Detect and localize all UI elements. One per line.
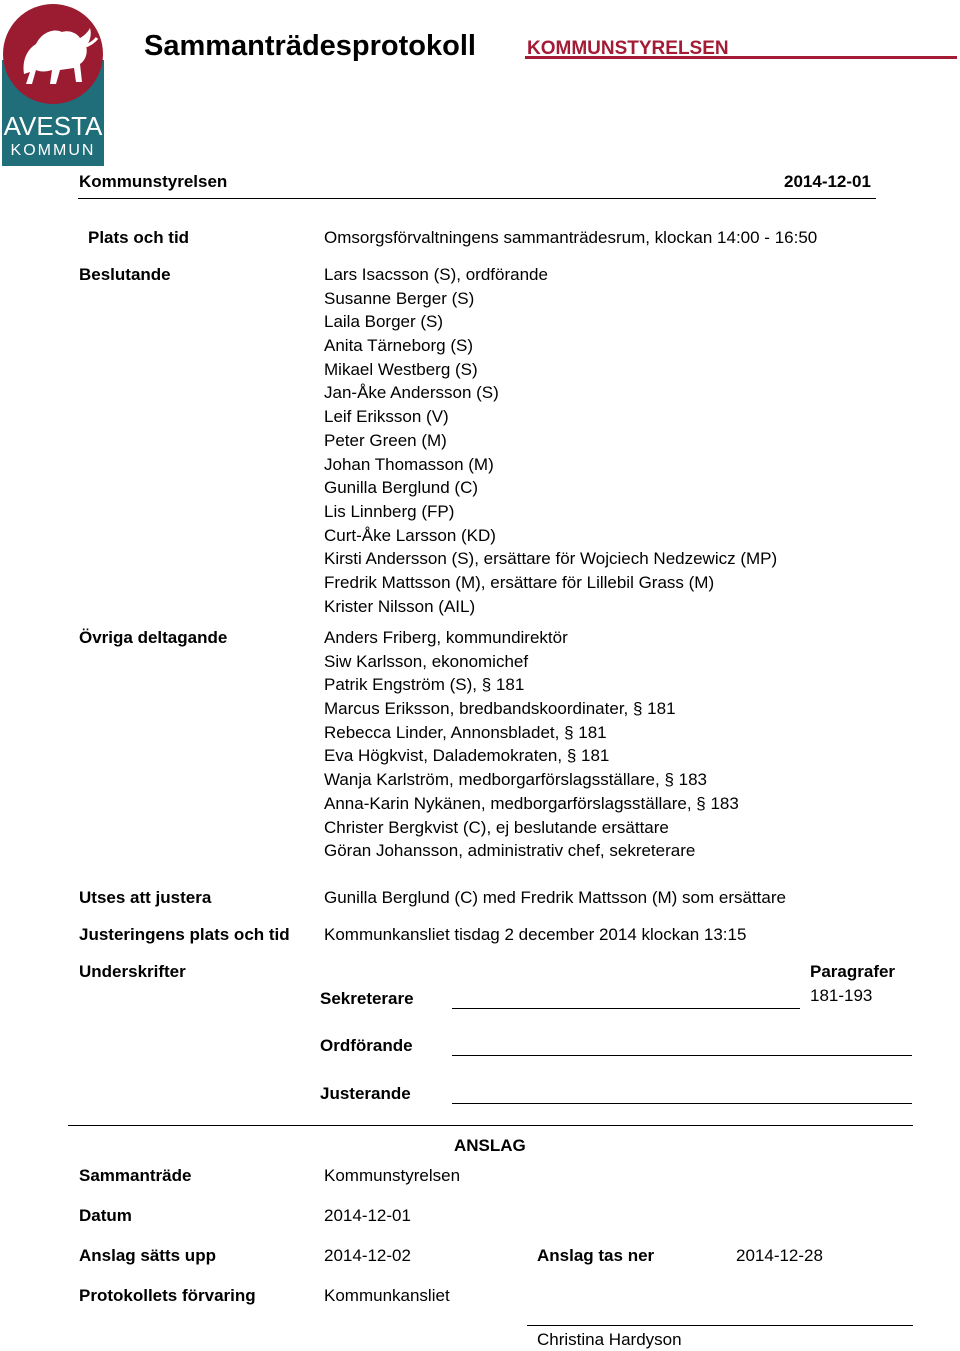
ordforande-signature-line: [452, 1055, 912, 1056]
list-item: Leif Eriksson (V): [324, 407, 449, 427]
list-item: Anders Friberg, kommundirektör: [324, 628, 568, 647]
plats-och-tid-label: Plats och tid: [88, 228, 190, 247]
document-title: Sammanträdesprotokoll: [144, 30, 476, 62]
list-item: Eva Högkvist, Dalademokraten, § 181: [324, 746, 610, 766]
forvaring-label: Protokollets förvaring: [79, 1286, 256, 1305]
list-item: Laila Borger (S): [324, 312, 444, 332]
bison-logo-icon: [2, 2, 104, 166]
list-item: Anita Tärneborg (S): [324, 336, 473, 356]
justerande-label: Justerande: [320, 1084, 411, 1103]
paragrafer-value: 181-193: [810, 986, 873, 1005]
datum-label: Datum: [79, 1206, 132, 1225]
list-item: Lis Linnberg (FP): [324, 501, 455, 521]
list-item: Göran Johansson, administrativ chef, sekreterare: [324, 841, 696, 861]
list-item: Christer Bergkvist (C), ej beslutande ersättare: [324, 817, 669, 837]
list-item: Marcus Eriksson, bredbandskoordinater, § 181: [324, 699, 676, 719]
list-item: Anna-Karin Nykänen, medborgarförslagsställare, § 183: [324, 793, 739, 813]
anslag-signer: Christina Hardyson: [537, 1330, 682, 1349]
plats-och-tid-value: Omsorgsförvaltningens sammanträdesrum, klockan 14:00 - 16:50: [324, 228, 818, 247]
sekreterare-signature-line: [452, 1008, 800, 1009]
list-item: Curt-Åke Larsson (KD): [324, 525, 496, 545]
list-item: Jan-Åke Andersson (S): [324, 383, 499, 403]
meta-divider: [78, 198, 876, 199]
list-item: Siw Karlsson, ekonomichef: [324, 651, 529, 671]
list-item: Lars Isacsson (S), ordförande: [324, 265, 548, 284]
anslag-signature-line: [527, 1325, 913, 1326]
beslutande-list: [324, 263, 777, 618]
sekreterare-label: Sekreterare: [320, 989, 414, 1008]
forvaring-value: Kommunkansliet: [324, 1286, 450, 1305]
header-accent-line: [525, 56, 957, 59]
list-item: Johan Thomasson (M): [324, 454, 494, 474]
organ-heading: KOMMUNSTYRELSEN: [527, 38, 729, 59]
list-item: Krister Nilsson (AIL): [324, 596, 476, 616]
justera-label: Utses att justera: [79, 888, 212, 907]
sammantrade-label: Sammanträde: [79, 1166, 192, 1185]
anslag-divider: [68, 1125, 913, 1126]
underskrifter-label: Underskrifter: [79, 962, 186, 981]
avesta-kommun-logo: [2, 2, 104, 166]
logo-text-avesta: AVESTA: [3, 111, 103, 141]
ovriga-list: [324, 626, 739, 863]
paragrafer-label: Paragrafer: [810, 962, 896, 981]
meta-body: Kommunstyrelsen: [79, 172, 228, 191]
logo-text-kommun: KOMMUN: [10, 142, 96, 159]
anslag-nedtagen-label: Anslag tas ner: [537, 1246, 655, 1265]
sammantrade-value: Kommunstyrelsen: [324, 1166, 461, 1185]
list-item: Kirsti Andersson (S), ersättare för Wojciech Nedzewicz (MP): [324, 549, 778, 569]
list-item: Rebecca Linder, Annonsbladet, § 181: [324, 722, 607, 742]
anslag-heading: ANSLAG: [454, 1136, 526, 1155]
ordforande-label: Ordförande: [320, 1036, 413, 1055]
list-item: Susanne Berger (S): [324, 288, 475, 308]
justering-label: Justeringens plats och tid: [79, 925, 290, 944]
anslag-uppsatt-value: 2014-12-02: [324, 1246, 411, 1265]
justering-value: Kommunkansliet tisdag 2 december 2014 klockan 13:15: [324, 925, 747, 944]
justerande-signature-line: [452, 1103, 912, 1104]
list-item: Wanja Karlström, medborgarförslagsställare, § 183: [324, 770, 707, 790]
list-item: Gunilla Berglund (C): [324, 478, 479, 498]
beslutande-label: Beslutande: [79, 265, 171, 284]
list-item: Mikael Westberg (S): [324, 359, 478, 379]
list-item: Patrik Engström (S), § 181: [324, 675, 525, 695]
anslag-uppsatt-label: Anslag sätts upp: [79, 1246, 216, 1265]
list-item: Fredrik Mattsson (M), ersättare för Lillebil Grass (M): [324, 572, 715, 592]
meta-date: 2014-12-01: [784, 172, 871, 191]
anslag-nedtagen-value: 2014-12-28: [736, 1246, 823, 1265]
list-item: Peter Green (M): [324, 430, 447, 450]
datum-value: 2014-12-01: [324, 1206, 411, 1225]
justera-value: Gunilla Berglund (C) med Fredrik Mattsson (M) som ersättare: [324, 888, 786, 907]
ovriga-label: Övriga deltagande: [79, 628, 228, 647]
